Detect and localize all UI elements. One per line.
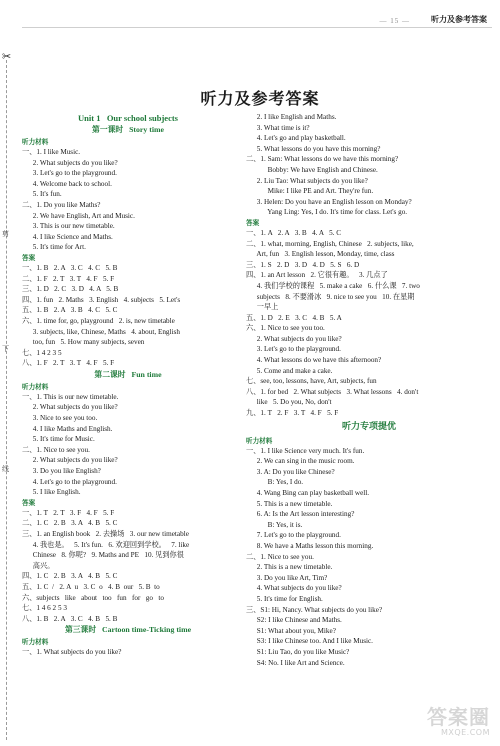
answer-line: 五、1. B 2. A 3. B 4. C 5. C [22, 306, 118, 315]
answer-line: 三、1. D 2. C 3. D 4. A 5. B [22, 285, 119, 294]
answer-line: 3. subjects, like, Chinese, Maths 4. about, English [22, 327, 180, 336]
answer-line: 二、1. what, morning, English, Chinese 2. subjects, like, [246, 239, 414, 248]
section-tag: 听力材料 [246, 436, 273, 445]
page-number: — 15 — [379, 17, 410, 25]
answer-line: 5. It's fun. [22, 190, 62, 199]
answer-line: 6. A: Is the Art lesson interesting? [246, 510, 355, 519]
answer-line: 一、1. T 2. T 3. F 4. F 5. F [22, 508, 115, 517]
section-tag: 听力材料 [22, 138, 49, 146]
answer-line: S1: What about you, Mike? [246, 626, 336, 635]
watermark-logo [398, 706, 490, 740]
answer-line: 2. We have English, Art and Music. [22, 211, 135, 220]
answer-line: 5. It's time for English. [246, 594, 323, 603]
answer-line: 六、1. Nice to see you too. [246, 324, 325, 333]
page-header [22, 14, 492, 28]
answer-line: 三、S1: Hi, Nancy. What subjects do you like? [246, 605, 383, 614]
answer-line: 2. What subjects do you like? [22, 158, 118, 167]
answer-line: 4. What subjects do you like? [246, 584, 342, 593]
answer-line: 3. Do you like Art, Tim? [246, 573, 328, 582]
answer-line: 二、1. Sam: What lessons do we have this morning? [246, 155, 399, 164]
answer-line: 3. Helen: Do you have an English lesson on Monday? [246, 197, 412, 206]
answer-line: 4. I like Science and Maths. [22, 232, 113, 241]
cut-line [6, 60, 7, 740]
answer-line: 5. It's time for Music. [22, 435, 95, 444]
section-heading: 听力专项提优 [341, 421, 396, 432]
answer-line: 3. Let's go to the playground. [246, 345, 341, 354]
answer-line: 2. Liu Tao: What subjects do you like? [246, 176, 368, 185]
answer-line: like 5. Do you, No, don't [246, 398, 332, 407]
answer-line: Chinese 8. 你呢? 9. Maths and PE 10. 见到你很 [22, 551, 184, 560]
left-column [22, 112, 234, 658]
watermark-url: MXQE.COM [440, 728, 490, 737]
answer-line: 7. Let's go to the playground. [246, 531, 341, 540]
answer-line: 七、1 4 2 3 5 [22, 348, 62, 357]
answer-line: 4. Let's go to the playground. [22, 477, 117, 486]
unit-heading: Unit 1 Our school subjects [78, 113, 178, 123]
watermark-text: 答案圈 [427, 705, 490, 729]
answer-line: 七、see, too, lessons, have, Art, subjects, fun [246, 377, 377, 386]
answer-line: 3. This is our new timetable. [22, 222, 115, 231]
answer-line: 2. What subjects do you like? [22, 456, 118, 465]
answer-line: 3. Do you like English? [22, 467, 101, 476]
section-tag: 听力材料 [22, 638, 49, 647]
answer-line: B: Yes, I do. [246, 478, 304, 487]
answer-line: 4. What lessons do we have this afternoon? [246, 356, 382, 365]
answer-line: 八、1. for bed 2. What subjects 3. What lessons 4. don't [246, 387, 419, 396]
answer-line: 4. Let's go and play basketball. [246, 134, 346, 143]
section-tag: 听力材料 [22, 382, 49, 391]
scissor-icon: ✂ [2, 50, 12, 63]
answer-line: 二、1. Nice to see you. [22, 445, 90, 454]
lesson-heading: 第三课时 Cartoon time-Ticking time [64, 625, 192, 635]
answer-line: 8. We have a Maths lesson this morning. [246, 541, 374, 550]
answer-line: 二、1. Nice to see you. [246, 552, 314, 561]
answer-line: 2. What subjects do you like? [246, 334, 342, 343]
answer-line: 3. Nice to see you too. [22, 414, 98, 423]
answer-line: 一早上 [246, 303, 279, 312]
answer-line: 3. A: Do you like Chinese? [246, 467, 335, 476]
answer-line: 一、1. A 2. A 3. B 4. A 5. C [246, 228, 342, 237]
answer-line: 4. I like Maths and English. [22, 424, 113, 433]
header-tab-label: 听力及参考答案 [431, 15, 487, 24]
answer-line: 5. Come and make a cake. [246, 366, 333, 375]
answer-line: 八、1. F 2. T 3. T 4. F 5. F [22, 359, 115, 368]
answer-line: 五、1. D 2. E 3. C 4. B 5. A [246, 313, 342, 322]
answer-line: 六、subjects like about too fun for go to [22, 593, 164, 602]
answer-line: 5. I like English. [22, 488, 81, 497]
answer-line: 2. I like English and Maths. [246, 113, 337, 121]
answer-line: 2. We can sing in the music room. [246, 457, 355, 466]
answer-line: 高兴。 [22, 561, 55, 570]
answer-line: 4. 我也是。 5. It's fun. 6. 欢迎回到学校。 7. like [22, 540, 190, 549]
cut-label-1: 剪 [2, 230, 9, 238]
answer-line: 3. Let's go to the playground. [22, 169, 117, 178]
answer-line: 4. Welcome back to school. [22, 179, 112, 188]
answer-line: 4. Wang Bing can play basketball well. [246, 489, 370, 497]
answer-line: too, fun 5. How many subjects, seven [22, 338, 145, 347]
answer-line: 九、1. T 2. F 3. T 4. F 5. F [246, 409, 339, 418]
section-tag: 答案 [246, 218, 260, 227]
answer-line: 一、1. What subjects do you like? [22, 648, 122, 657]
answer-line: 五、1. C / 2. A u 3. C o 4. B our 5. B to [22, 582, 160, 591]
right-column [246, 112, 492, 668]
answer-line: 七、1 4 6 2 5 3 [22, 604, 67, 613]
answer-line: 六、1. time for, go, playground 2. is, new timetable [22, 316, 175, 325]
answer-line: 5. It's time for Art. [22, 243, 86, 252]
answer-line: Art, fun 3. English lesson, Monday, time, class [246, 250, 395, 259]
answer-line: 一、1. B 2. A 3. C 4. C 5. B [22, 263, 118, 272]
answer-line: 四、1. an Art lesson 2. 它很有趣。 3. 几点了 [246, 271, 388, 280]
answer-line: 八、1. B 2. A 3. C 4. B 5. B [22, 614, 118, 623]
answer-line: 二、1. Do you like Maths? [22, 200, 101, 209]
answer-line: 一、1. I like Science very much. It's fun. [246, 446, 365, 455]
answer-line: 4. 我们学校的课程 5. make a cake 6. 什么课 7. two [246, 281, 420, 290]
cut-label-2: 下 [2, 345, 9, 353]
answer-line: 5. What lessons do you have this morning? [246, 144, 381, 153]
section-tag: 答案 [22, 253, 36, 262]
answer-line: S2: I like Chinese and Maths. [246, 616, 342, 625]
answer-line: 二、1. C 2. B 3. A 4. B 5. C [22, 519, 118, 528]
answer-line: S3: I like Chinese too. And I like Music. [246, 637, 373, 646]
cut-label-3: 线 [2, 465, 9, 473]
answer-line: S4: No. I like Art and Science. [246, 658, 345, 667]
answer-line: 三、1. S 2. D 3. D 4. D 5. S 6. D [246, 260, 360, 269]
answer-line: 5. This is a new timetable. [246, 499, 333, 508]
lesson-heading: 第二课时 Fun time [94, 369, 162, 379]
answer-line: Bobby: We have English and Chinese. [246, 165, 378, 174]
answer-line: 一、1. This is our new timetable. [22, 392, 119, 401]
answer-line: B: Yes, it is. [246, 520, 303, 529]
answer-line: 2. What subjects do you like? [22, 403, 118, 412]
answer-line: 三、1. an English book 2. 去操场 3. our new timetable [22, 530, 189, 538]
answer-line: Yang Ling: Yes, I do. It's time for class. Let's go. [246, 208, 408, 217]
lesson-heading: 第一课时 Story time [92, 125, 164, 134]
answer-line: 一、1. I like Music. [22, 148, 81, 156]
answer-line: 四、1. fun 2. Maths 3. English 4. subjects 5. Let's [22, 295, 181, 304]
answer-line: 二、1. F 2. T 3. T 4. F 5. F [22, 274, 115, 283]
page-title: 听力及参考答案 [200, 89, 320, 108]
answer-line: Mike: I like PE and Art. They're fun. [246, 187, 374, 196]
answer-line: subjects 8. 不要滑冰 9. nice to see you 10. 在星期 [246, 292, 415, 301]
answer-line: 3. What time is it? [246, 123, 310, 132]
answer-line: 四、1. C 2. B 3. A 4. B 5. C [22, 572, 118, 581]
section-tag: 答案 [22, 498, 36, 507]
answer-line: S1: Liu Tao, do you like Music? [246, 647, 350, 656]
answer-line: 2. This is a new timetable. [246, 563, 333, 572]
